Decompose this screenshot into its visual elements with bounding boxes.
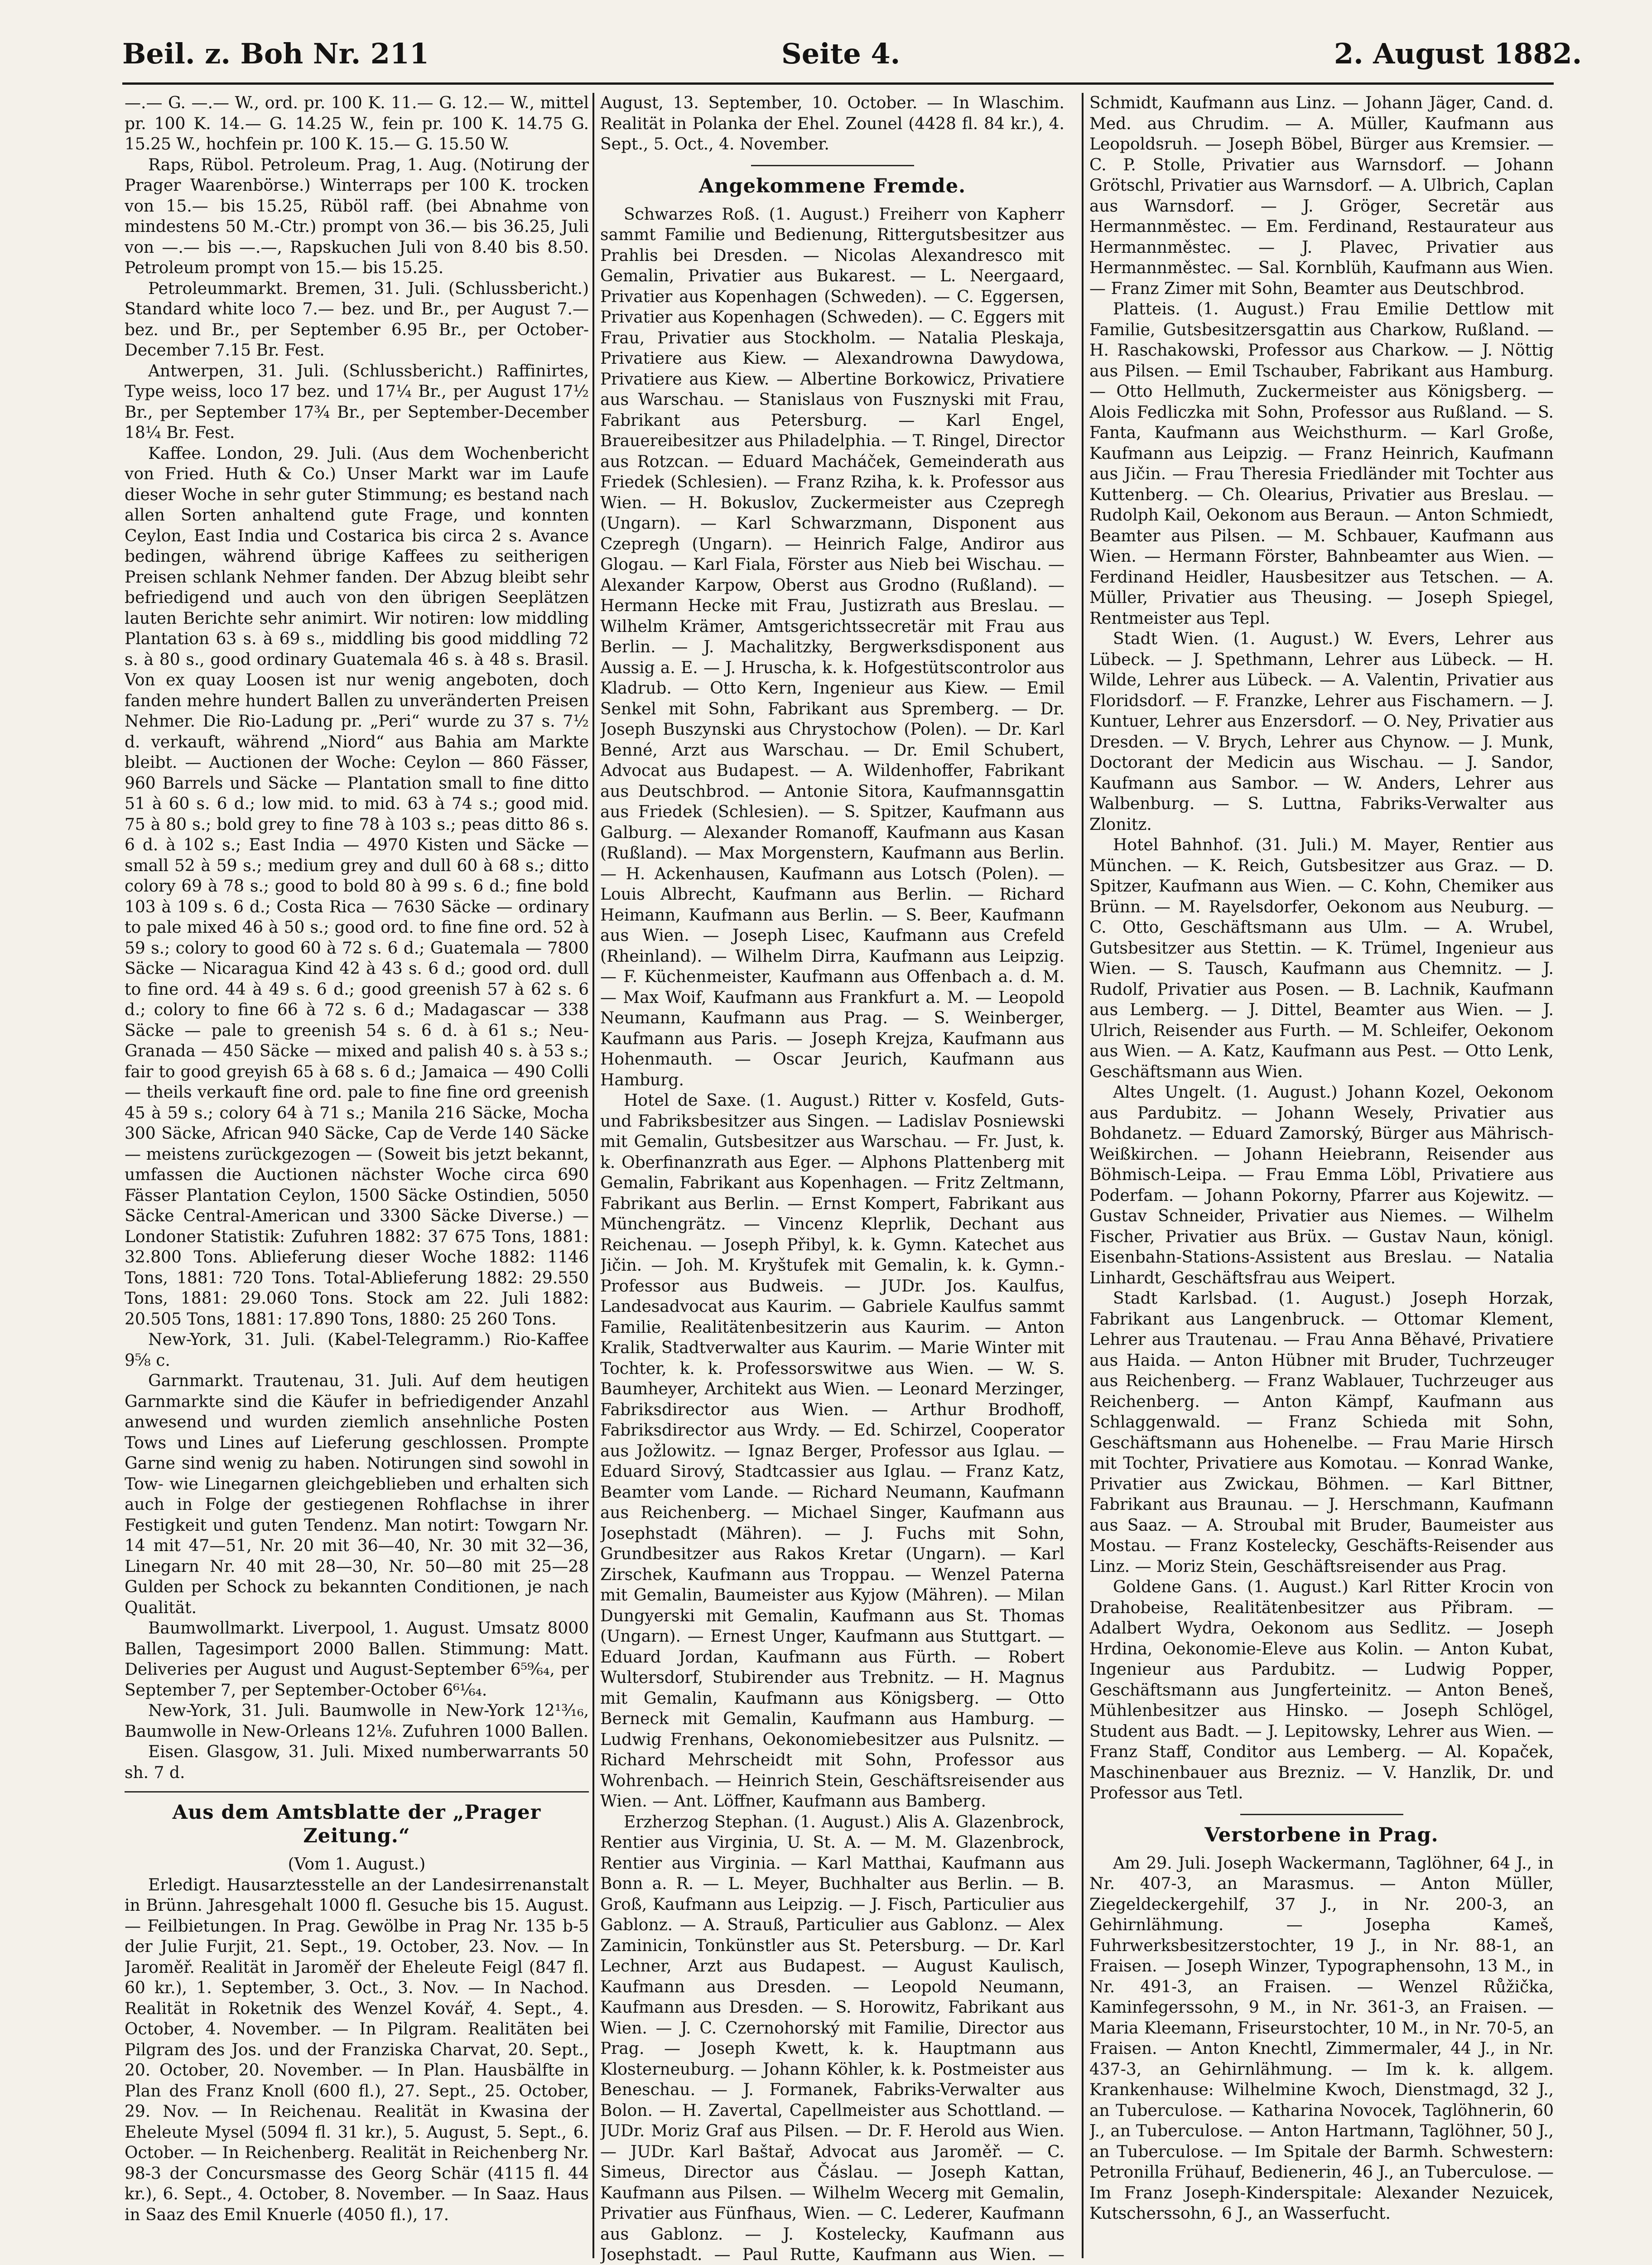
column-1	[125, 93, 589, 2265]
market-report: —.— G. —.— W., ord. pr. 100 K. 11.— G. 12.— W., mittel pr. 100 K. 14.— G. 14.25 W., fein pr. 100 K. 14.75 G. 15.25 W., hochfein pr. 100 K. 15.— G. 15.50 W.	[125, 94, 589, 154]
market-report: New-York, 31. Juli. Baumwolle in New-York 12¹³⁄₁₆, Baumwolle in New-Orleans 12⅛. Zufuhren 1000 Ballen.	[125, 1701, 589, 1741]
hotel-arrivals: Hotel de Saxe. (1. August.) Ritter v. Kosfeld, Guts- und Fabriksbesitzer aus Singen. — Ladislav Posniewski mit Gemalin, Gutsbesitzer aus Warschau. — Fr. Just, k. k. Oberfinanzrath aus Eger. — Alphons Plattenberg mit Gemalin, Fabrikant aus Kopenhagen. — Fritz Zeltmann, Fabrikant aus Berlin. — Ernst Kompert, Fabrikant aus Münchengrätz. — Vincenz Kleprlik, Dechant aus Reichenau. — Joseph Přibyl, k. k. Gymn. Katechet aus Jičin. — Joh. M. Kryštufek mit Gemalin, k. k. Gymn.-Professor aus Budweis. — JUDr. Jos. Kaulfus, Landesadvocat aus Kaurim. — Gabriele Kaulfus sammt Familie, Realitätenbesitzerin aus Kaurim. — Anton Kralik, Stadtverwalter aus Kaurim. — Marie Winter mit Tochter, k. k. Professorswitwe aus Wien. — W. S. Baumheyer, Architekt aus Wien. — Leonard Merzinger, Fabriksdirector aus Wien. — Arthur Brodhoff, Fabriksdirector aus Wrdy. — Ed. Schirzel, Cooperator aus Jožlowitz. — Ignaz Berger, Professor aus Iglau. — Eduard Sirový, Stadtcassier aus Iglau. — Franz Katz, Beamter vom Lande. — Richard Neumann, Kaufmann aus Reichenberg. — Michael Singer, Kaufmann aus Josephstadt (Mähren). — J. Fuchs mit Sohn, Grundbesitzer aus Rakos Kretar (Ungarn). — Karl Zirschek, Kaufmann aus Troppau. — Wenzel Paterna mit Gemalin, Baumeister aus Kyjow (Mähren). — Milan Dungyerski mit Gemalin, Kaufmann aus St. Thomas (Ungarn). — Ernest Unger, Kaufmann aus Stuttgart. — Eduard Jordan, Kaufmann aus Fürth. — Robert Wultersdorf, Stubirender aus Trebnitz. — H. Magnus mit Gemalin, Kaufmann aus Königsberg. — Otto Berneck mit Gemalin, Kaufmann aus Hamburg. — Ludwig Frenhans, Oekonomiebesitzer aus Pulsnitz. — Richard Mehrscheidt mit Sohn, Professor aus Wohrenbach. — Heinrich Stein, Geschäftsreisender aus Wien. — Ant. Löffner, Kaufmann aus Bamberg.	[600, 1091, 1064, 1811]
header-page-number: Seite 4.	[781, 37, 901, 70]
section-rule	[125, 1791, 589, 1793]
hotel-arrivals: Erzherzog Stephan. (1. August.) Alis A. Glazenbrock, Rentier aus Virginia, U. St. A. — M. M. Glazenbrock, Rentier aus Virginia. — Karl Matthai, Kaufmann aus Bonn a. R. — L. Meyer, Buchhalter aus Berlin. — B. Groß, Kaufmann aus Leipzig. — J. Fisch, Particulier aus Gablonz. — A. Strauß, Particulier aus Gablonz. — Alex Zaminicin, Tonkünstler aus St. Petersburg. — Dr. Karl Lechner, Arzt aus Budapest. — August Kaulisch, Kaufmann aus Dresden. — Leopold Neumann, Kaufmann aus Dresden. — S. Horowitz, Fabrikant aus Wien. — J. C. Czernohorský mit Familie, Director aus Prag. — Joseph Kwett, k. k. Hauptmann aus Klosterneuburg. — Johann Köhler, k. k. Postmeister aus Beneschau. — J. Formanek, Fabriks-Verwalter aus Bolon. — H. Zavertal, Capellmeister aus Schottland. — JUDr. Moriz Graf aus Pilsen. — Dr. F. Herold aus Wien. — JUDr. Karl Baštař, Advocat aus Jaroměř. — C. Simeus, Director aus Čáslau. — Joseph Kattan, Kaufmann aus Pilsen. — Wilhelm Wecerg mit Gemalin, Privatier aus Fünfhaus, Wien. — C. Lederer, Kaufmann aus Gablonz. — J. Kostelecky, Kaufmann aus Josephstadt. — Paul Rutte, Kaufmann aus Wien. —	[600, 1812, 1064, 2264]
section-heading: Angekommene Fremde.	[698, 174, 966, 198]
header-rule	[122, 82, 1554, 85]
section-heading: Aus dem Amtsblatte der „Prager Zeitung.“	[172, 1801, 541, 1847]
hotel-arrivals: Goldene Gans. (1. August.) Karl Ritter Krocin von Drahobeise, Realitätenbesitzer aus Přibram. — Adalbert Wydra, Oekonom aus Sedlitz. — Joseph Hrdina, Oekonomie-Eleve aus Kolin. — Anton Kubat, Ingenieur aus Pardubitz. — Ludwig Popper, Geschäftsmann aus Jungferteinitz. — Anton Beneš, Mühlenbesitzer aus Hinsko. — Joseph Schlögel, Student aus Badt. — J. Lepitowsky, Lehrer aus Wien. — Franz Staff, Conditor aus Lemberg. — Al. Kopaček, Maschinenbauer aus Brezniz. — V. Hanzlik, Dr. und Professor aus Tetl.	[1089, 1578, 1554, 1802]
market-report: Antwerpen, 31. Juli. (Schlussbericht.) Raffinirtes, Type weiss, loco 17 bez. und 17¼ Br., per August 17½ Br., per September 17¾ Br., per September-December 18¼ Br. Fest.	[125, 361, 589, 442]
header-date: 2. August 1882.	[1334, 37, 1582, 70]
market-report: Raps, Rübol. Petroleum. Prag, 1. Aug. (Notirung der Prager Waarenbörse.) Winterraps per 100 K. trocken von 15.— bis 15.25, Rüböl raff. (bei Abnahme von mindestens 50 M.-Ctr.) prompt von 36.— bis 36.25, Juli von —.— bis —.—, Rapskuchen Juli von 8.40 bis 8.50. Petroleum prompt von 15.— bis 15.25.	[125, 155, 589, 277]
hotel-arrivals: Hotel Bahnhof. (31. Juli.) M. Mayer, Rentier aus München. — K. Reich, Gutsbesitzer aus Graz. — D. Spitzer, Kaufmann aus Wien. — C. Kohn, Chemiker aus Brünn. — M. Rayelsdorfer, Oekonom aus Neuburg. — C. Otto, Geschäftsmann aus Ulm. — A. Wrubel, Gutsbesitzer aus Stettin. — K. Trümel, Ingenieur aus Wien. — S. Tausch, Kaufmann aus Chemnitz. — J. Rudolf, Privatier aus Posen. — B. Lachnik, Kaufmann aus Lemberg. — J. Dittel, Beamter aus Wien. — J. Ulrich, Reisender aus Furth. — M. Schleifer, Oekonom aus Wien. — A. Katz, Kaufmann aus Pest. — Otto Lenk, Geschäftsmann aus Wien.	[1089, 836, 1554, 1081]
market-report: New-York, 31. Juli. (Kabel-Telegramm.) Rio-Kaffee 9⅝ c.	[125, 1330, 589, 1370]
column-divider	[592, 93, 594, 2258]
market-report: Garnmarkt. Trautenau, 31. Juli. Auf dem heutigen Garnmarkte sind die Käufer in befriedigender Anzahl anwesend und wurden ziemlich ansehnliche Posten Tows und Lines auf Lieferung geschlossen. Prompte Garne sind wenig zu haben. Notirungen sind sowohl in Tow- wie Linegarnen gleichgeblieben und erhalten sich auch in Folge der gestiegenen Rohflachse in ihrer Festigkeit und guten Tendenz. Man notirt: Towgarn Nr. 14 mit 47—51, Nr. 20 mit 36—40, Nr. 30 mit 32—36, Linegarn Nr. 40 mit 28—30, Nr. 50—80 mit 25—28 Gulden per Schock zu bekannten Conditionen, je nach Qualität.	[125, 1372, 589, 1617]
hotel-arrivals: Altes Ungelt. (1. August.) Johann Kozel, Oekonom aus Pardubitz. — Johann Wesely, Privatier aus Bohdanetz. — Eduard Zamorský, Bürger aus Mährisch-Weißkirchen. — Johann Heiebrann, Reisender aus Böhmisch-Leipa. — Frau Emma Löbl, Privatiere aus Poderfam. — Johann Pokorny, Pfarrer aus Kojewitz. — Gustav Schneider, Privatier aus Niemes. — Wilhelm Fischer, Privatier aus Brüx. — Gustav Naun, königl. Eisenbahn-Stations-Assistent aus Breslau. — Natalia Linhardt, Geschäftsfrau aus Weipert.	[1089, 1083, 1554, 1287]
section-rule	[751, 165, 914, 166]
section-subheading: (Vom 1. August.)	[288, 1855, 426, 1874]
column-3	[1089, 93, 1554, 2265]
announcement-text: August, 13. September, 10. October. — In Wlaschim. Realität in Polanka der Ehel. Zounel (4428 fl. 84 kr.), 4. Sept., 5. Oct., 4. November.	[600, 94, 1064, 154]
hotel-arrivals: Stadt Wien. (1. August.) W. Evers, Lehrer aus Lübeck. — J. Spethmann, Lehrer aus Lübeck. — H. Wilde, Lehrer aus Lübeck. — A. Valentin, Privatier aus Floridsdorf. — F. Franzke, Lehrer aus Fischamern. — J. Kuntuer, Lehrer aus Enzersdorf. — O. Ney, Privatier aus Dresden. — V. Brych, Lehrer aus Chynow. — J. Munk, Doctorant der Medicin aus Wischau. — J. Sandor, Kaufmann aus Sambor. — W. Anders, Lehrer aus Walbenburg. — S. Luttna, Fabriks-Verwalter aus Zlonitz.	[1089, 630, 1554, 834]
hotel-arrivals: Schwarzes Roß. (1. August.) Freiherr von Kapherr sammt Familie und Bedienung, Rittergutsbesitzer aus Prahlis bei Dresden. — Nicolas Alexandresco mit Gemalin, Privatier aus Bukarest. — L. Neergaard, Privatier aus Kopenhagen (Schweden). — C. Eggersen, Privatier aus Kopenhagen (Schweden). — C. Eggers mit Frau, Privatier aus Stockholm. — Natalia Pleskaja, Privatiere aus Kiew. — Alexandrowna Dawydowa, Privatiere aus Kiew. — Albertine Borkowicz, Privatiere aus Warschau. — Stanislaus von Fusznyski mit Frau, Fabrikant aus Petersburg. — Karl Engel, Brauereibesitzer aus Philadelphia. — T. Ringel, Director aus Rotzcan. — Eduard Macháček, Gemeinderath aus Friedek (Schlesien). — Franz Rziha, k. k. Professor aus Wien. — H. Bokuslov, Zuckermeister aus Czepregh (Ungarn). — Karl Schwarzmann, Disponent aus Czepregh (Ungarn). — Heinrich Falge, Andiror aus Glogau. — Karl Fiala, Förster aus Nieb bei Wischau. — Alexander Karpow, Oberst aus Grodno (Rußland). — Hermann Hecke mit Frau, Justizrath aus Breslau. — Wilhelm Krämer, Amtsgerichtssecretär mit Frau aus Berlin. — J. Machalitzky, Bergwerksdisponent aus Aussig a. E. — J. Hruscha, k. k. Hofgestütscontrolor aus Kladrub. — Otto Kern, Ingenieur aus Kiew. — Emil Senkel mit Sohn, Fabrikant aus Spremberg. — Dr. Joseph Buszynski aus Chrystochow (Polen). — Dr. Karl Benné, Arzt aus Warschau. — Dr. Emil Schubert, Advocat aus Budapest. — A. Wildenhoffer, Fabrikant aus Deutschbrod. — Antonie Sitora, Kaufmannsgattin aus Friedek (Schlesien). — S. Spitzer, Kaufmann aus Galburg. — Alexander Romanoff, Kaufmann aus Kasan (Rußland). — Max Morgenstern, Kaufmann aus Berlin. — H. Ackenhausen, Kaufmann aus Lotsch (Polen). — Louis Albrecht, Kaufmann aus Berlin. — Richard Heimann, Kaufmann aus Berlin. — S. Beer, Kaufmann aus Wien. — Joseph Lisec, Kaufmann aus Crefeld (Rheinland). — Wilhelm Dirra, Kaufmann aus Leipzig. — F. Küchenmeister, Kaufmann aus Offenbach a. d. M. — Max Woif, Kaufmann aus Frankfurt a. M. — Leopold Neumann, Kaufmann aus Prag. — S. Weinberger, Kaufmann aus Paris. — Joseph Krejza, Kaufmann aus Hohenmauth. — Oscar Jeurich, Kaufmann aus Hamburg.	[600, 205, 1064, 1089]
column-divider	[1082, 93, 1084, 2258]
market-report: Baumwollmarkt. Liverpool, 1. August. Umsatz 8000 Ballen, Tagesimport 2000 Ballen. Stimmung: Matt. Deliveries per August und August-September 6⁵⁹⁄₆₄, per September 7, per September-October 6⁶¹⁄₆₄.	[125, 1619, 589, 1700]
announcement-text: Erledigt. Hausarztesstelle an der Landesirrenanstalt in Brünn. Jahresgehalt 1000 fl. Gesuche bis 15. August. — Feilbietungen. In Prag. Gewölbe in Prag Nr. 135 b-5 der Julie Furjit, 21. Sept., 19. October, 23. Nov. — In Jaroměř. Realität in Jaroměř der Eheleute Feigl (847 fl. 60 kr.), 1. September, 3. Oct., 3. Nov. — In Nachod. Realität in Roketnik des Wenzel Kovář, 4. Sept., 4. October, 4. November. — In Pilgram. Realitäten bei Pilgram des Jos. und der Franziska Charvat, 20. Sept., 20. October, 20. November. — In Plan. Hausbälfte in Plan des Franz Knoll (600 fl.), 27. Sept., 25. October, 29. Nov. — In Reichenau. Realität in Kwasina der Eheleute Mysel (5094 fl. 31 kr.), 5. August, 5. Sept., 6. October. — In Reichenberg. Realität in Reichenberg Nr. 98-3 der Concursmasse des Georg Schär (4115 fl. 44 kr.), 6. Sept., 4. October, 8. November. — In Saaz. Haus in Saaz des Emil Knuerle (4050 fl.), 17.	[125, 1875, 589, 2224]
section-rule	[1240, 1814, 1403, 1815]
market-report: Petroleummarkt. Bremen, 31. Juli. (Schlussbericht.) Standard white loco 7.— bez. und Br., per August 7.— bez. und Br., per September 6.95 Br., per October-December 7.15 Br. Fest.	[125, 279, 589, 360]
header-issue: Beil. z. Boh Nr. 211	[122, 37, 429, 70]
column-2	[600, 93, 1064, 2265]
hotel-arrivals: Stadt Karlsbad. (1. August.) Joseph Horzak, Fabrikant aus Langenbruck. — Ottomar Klement, Lehrer aus Trautenau. — Frau Anna Běhavé, Privatiere aus Haida. — Anton Hübner mit Bruder, Tuchrzeuger aus Reichenberg. — Franz Wablauer, Tuchrzeuger aus Reichenberg. — Anton Kämpf, Kaufmann aus Schlaggenwald. — Franz Schieda mit Sohn, Geschäftsmann aus Hohenelbe. — Frau Marie Hirsch mit Tochter, Privatiere aus Komotau. — Konrad Wanke, Privatier aus Zwickau, Böhmen. — Karl Bittner, Fabrikant aus Braunau. — J. Herschmann, Kaufmann aus Saaz. — A. Stroubal mit Bruder, Baumeister aus Mostau. — Franz Kostelecky, Geschäfts-Reisender aus Linz. — Moriz Stein, Geschäftsreisender aus Prag.	[1089, 1289, 1554, 1576]
death-notices: Am 29. Juli. Joseph Wackermann, Taglöhner, 64 J., in Nr. 407-3, an Marasmus. — Anton Müller, Ziegeldeckergehilf, 37 J., in Nr. 200-3, an Gehirnlähmung. — Josepha Kameš, Fuhrwerksbesitzerstochter, 19 J., in Nr. 88-1, an Fraisen. — Joseph Winzer, Typographensohn, 13 M., in Nr. 491-3, an Fraisen. — Wenzel Růžička, Kaminfegerssohn, 9 M., in Nr. 361-3, an Fraisen. — Maria Kleemann, Friseurstochter, 10 M., in Nr. 70-5, an Fraisen. — Anton Knechtl, Zimmermaler, 44 J., in Nr. 437-3, an Gehirnlähmung. — Im k. k. allgem. Krankenhause: Wilhelmine Kwoch, Dienstmagd, 32 J., an Tuberculose. — Katharina Novocek, Taglöhnerin, 60 J., an Tuberculose. — Anton Hartmann, Taglöhner, 50 J., an Tuberculose. — Im Spitale der Barmh. Schwestern: Petronilla Frühauf, Bedienerin, 46 J., an Tuberculose. — Im Franz Joseph-Kinderspitale: Alexander Nezuicek, Kutscherssohn, 6 J., an Wasserfucht.	[1089, 1854, 1554, 2223]
market-report: Kaffee. London, 29. Juli. (Aus dem Wochenbericht von Fried. Huth & Co.) Unser Markt war im Laufe dieser Woche in sehr guter Stimmung; es bestand nach allen Sorten anhaltend gute Frage, und konnten Ceylon, East India und Costarica bis circa 2 s. Avance bedingen, während übrige Kaffees zu seitherigen Preisen schlank Nehmer fanden. Der Abzug bleibt sehr befriedigend und auch von den übrigen Seeplätzen lauten Berichte sehr animirt. Wir notiren: low middling Plantation 63 s. à 69 s., middling bis good middling 72 s. à 80 s., good ordinary Guatemala 46 s. à 48 s. Brasil. Von ex quay Loosen ist nur wenig angeboten, doch fanden mehre hundert Ballen zu unveränderten Preisen Nehmer. Die Rio-Ladung pr. „Peri“ wurde zu 37 s. 7½ d. verkauft, während „Niord“ aus Bahia am Markte bleibt. — Auctionen der Woche: Ceylon — 860 Fässer, 960 Barrels und Säcke — Plantation small to fine ditto 51 à 60 s. 6 d.; low mid. to mid. 63 à 74 s.; good mid. 75 à 80 s.; bold grey to fine 78 à 103 s.; peas ditto 86 s. 6 d. à 102 s.; East India — 4970 Kisten und Säcke — small 52 à 59 s.; medium grey and dull 60 à 68 s.; ditto colory 69 à 78 s.; good to bold 80 à 99 s. 6 d.; fine bold 103 à 109 s. 6 d.; Costa Rica — 7630 Säcke — ordinary to pale mixed 46 à 50 s.; good ord. to fine fine ord. 52 à 59 s.; colory to good 60 à 72 s. 6 d.; Guatemala — 7800 Säcke — Nicaragua Kind 42 à 43 s. 6 d.; good ord. dull to fine ord. 44 à 49 s. 6 d.; good greenish 57 à 62 s. 6 d.; colory to fine 66 à 72 s. 6 d.; Madagascar — 338 Säcke — pale to greenish 54 s. 6 d. à 61 s.; Neu-Granada — 450 Säcke — mixed and palish 40 s. à 53 s.; fair to good greyish 65 à 68 s. 6 d.; Jamaica — 490 Colli — theils verkauft fine ord. pale to fine fine ord greenish 45 à 59 s.; colory 64 à 71 s.; Manila 216 Säcke, Mocha 300 Säcke, African 940 Säcke, Cap de Verde 140 Säcke — meistens zurückgezogen — (Soweit bis jetzt bekannt, umfassen die Auctionen nächster Woche circa 690 Fässer Plantation Ceylon, 1500 Säcke Ostindien, 5050 Säcke Central-American und 3300 Säcke Diverse.) — Londoner Statistik: Zufuhren 1882: 37 675 Tons, 1881: 32.800 Tons. Ablieferung dieser Woche 1882: 1146 Tons, 1881: 720 Tons. Total-Ablieferung 1882: 29.550 Tons, 1881: 29.060 Tons. Stock am 22. Juli 1882: 20.505 Tons, 1881: 17.890 Tons, 1880: 25 260 Tons.	[125, 444, 589, 1329]
section-heading: Verstorbene in Prag.	[1204, 1823, 1439, 1846]
hotel-arrivals: Schmidt, Kaufmann aus Linz. — Johann Jäger, Cand. d. Med. aus Chrudim. — A. Müller, Kaufmann aus Leopoldsruh. — Joseph Böbel, Bürger aus Kremsier. — C. P. Stolle, Privatier aus Warnsdorf. — Johann Grötschl, Privatier aus Warnsdorf. — A. Ulbrich, Caplan aus Warnsdorf. — J. Gröger, Secretär aus Hermannměstec. — Em. Ferdinand, Restaurateur aus Hermannměstec. — J. Plavec, Privatier aus Hermannměstec. — Sal. Kornblüh, Kaufmann aus Wien. — Franz Zimer mit Sohn, Beamter aus Deutschbrod.	[1089, 94, 1554, 298]
market-report: Eisen. Glasgow, 31. Juli. Mixed numberwarrants 50 sh. 7 d.	[125, 1743, 589, 1782]
hotel-arrivals: Platteis. (1. August.) Frau Emilie Dettlow mit Familie, Gutsbesitzersgattin aus Charkow, Rußland. — H. Raschakowski, Professor aus Charkow. — J. Nöttig aus Pilsen. — Emil Tschauber, Fabrikant aus Hamburg. — Otto Hellmuth, Zuckermeister aus Königsberg. — Alois Fedliczka mit Sohn, Professor aus Rußland. — S. Fanta, Kaufmann aus Weichsthurm. — Karl Große, Kaufmann aus Leipzig. — Franz Heinrich, Kaufmann aus Jičin. — Frau Theresia Friedländer mit Tochter aus Kuttenberg. — Ch. Olearius, Privatier aus Breslau. — Rudolph Kail, Oekonom aus Beraun. — Anton Schmiedt, Beamter aus Pilsen. — M. Schbauer, Kaufmann aus Wien. — Hermann Förster, Bahnbeamter aus Wien. — Ferdinand Heidler, Hausbesitzer aus Tetschen. — A. Müller, Privatier aus Theusing. — Joseph Spiegel, Rentmeister aus Tepl.	[1089, 300, 1554, 628]
